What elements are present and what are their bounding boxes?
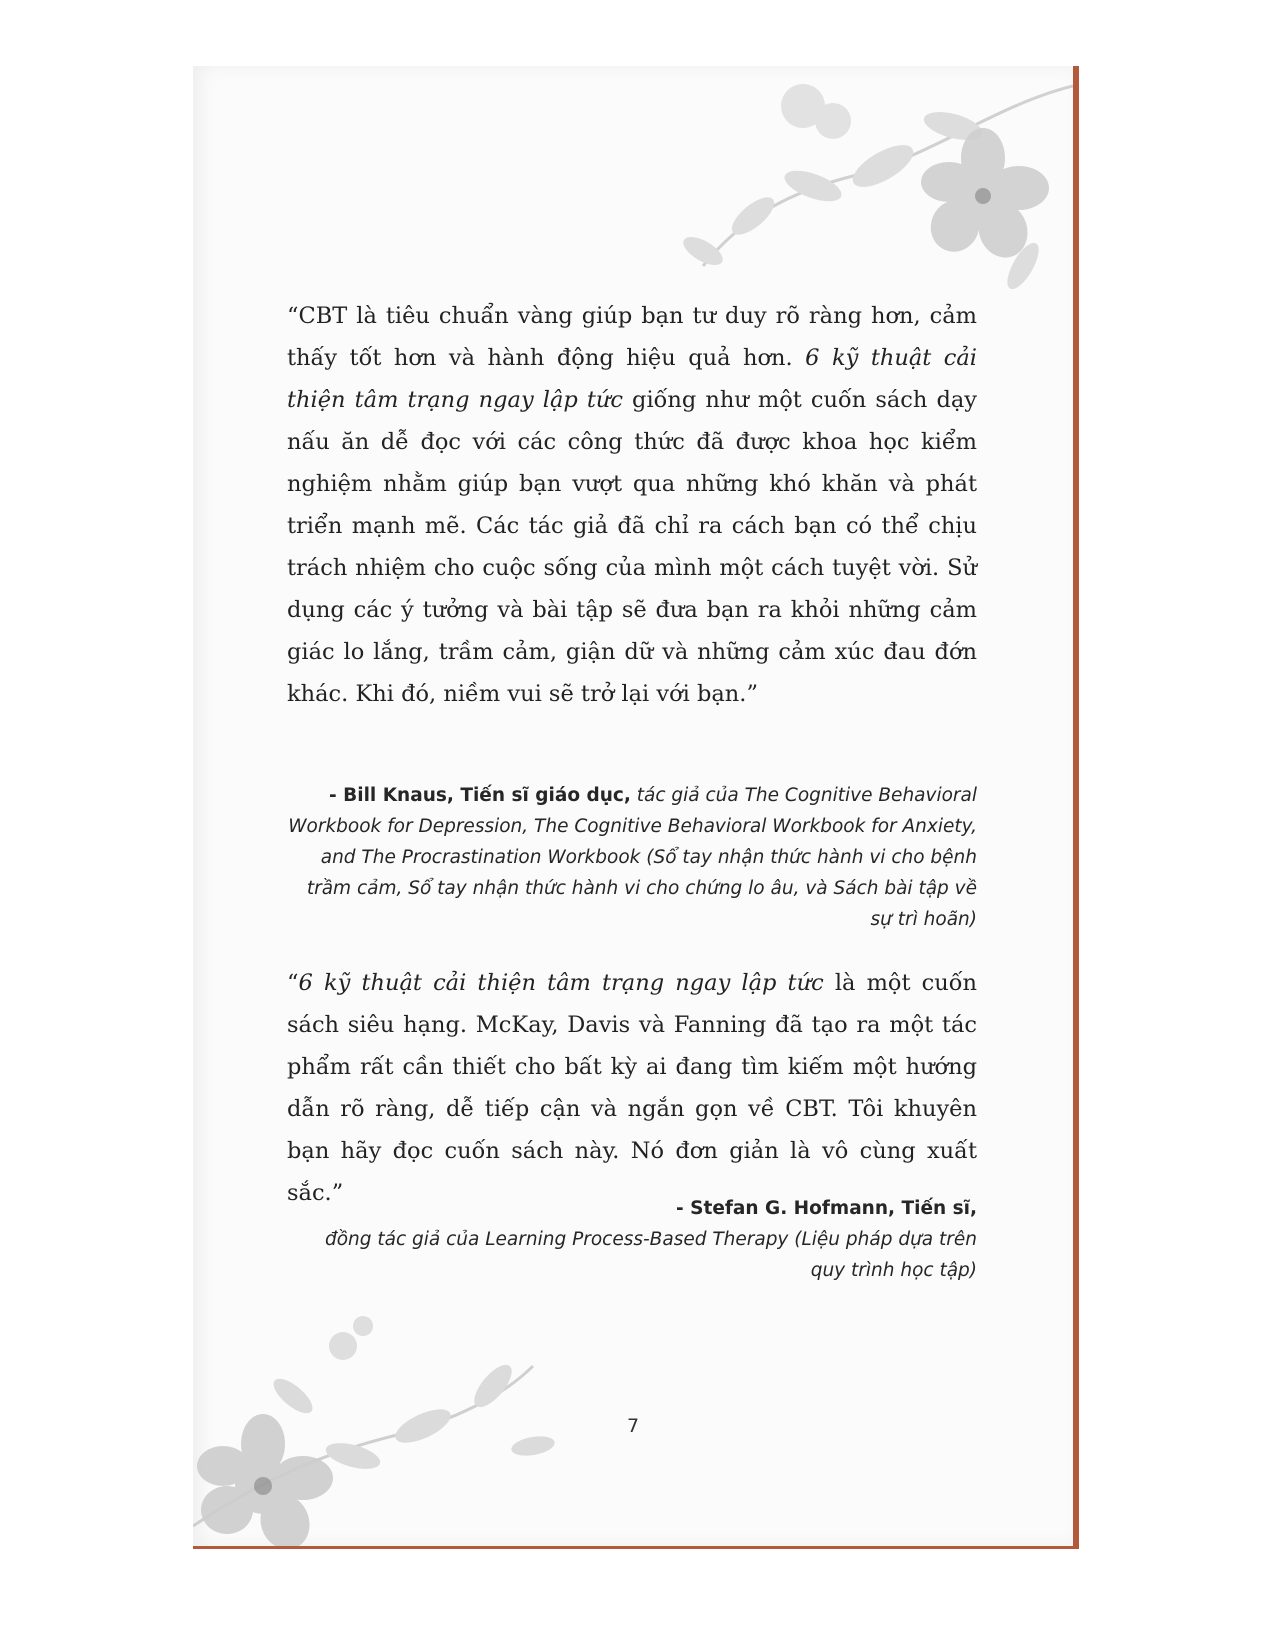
attribution-2-details: đồng tác giả của Learning Process-Based Therapy (Liệu pháp dựa trên quy trình học tập)	[324, 1229, 977, 1281]
quote-2-text-part2: là một cuốn sách siêu hạng. McKay, Davis và Fanning đã tạo ra một tác phẩm rất cần thiết cho bất kỳ ai đang tìm kiếm một hướng dẫn rõ ràng, dễ tiếp cận và ngắn gọn về CBT. Tôi khuyên bạn hãy đọc cuốn sách này. Nó đơn giản là vô cùng xuất sắc.”	[287, 970, 977, 1206]
attribution-1-author: - Bill Knaus, Tiến sĩ giáo dục,	[329, 785, 631, 806]
quote-1-book-title: 6 kỹ thuật cải thiện tâm trạng ngay lập tức	[287, 345, 977, 413]
quote-1-text-part2: giống như một cuốn sách dạy nấu ăn dễ đọc với các công thức đã được khoa học kiểm nghiệm nhằm giúp bạn vượt qua những khó khăn và phát triển mạnh mẽ. Các tác giả đã chỉ ra cách bạn có thể chịu trách nhiệm cho cuộc sống của mình một cách tuyệt vời. Sử dụng các ý tưởng và bài tập sẽ đưa bạn ra khỏi những cảm giác lo lắng, trầm cảm, giận dữ và những cảm xúc đau đớn khác. Khi đó, niềm vui sẽ trở lại với bạn.”	[287, 387, 977, 707]
book-page	[193, 66, 1079, 1549]
quote-1-text-part1: “CBT là tiêu chuẩn vàng giúp bạn tư duy rõ ràng hơn, cảm thấy tốt hơn và hành động hiệu quả hơn.	[287, 303, 977, 371]
testimonial-quote-1	[287, 295, 977, 715]
quote-2-open-mark: “	[287, 970, 299, 996]
testimonial-attribution-1	[287, 780, 977, 935]
floral-decoration-top	[553, 66, 1073, 306]
testimonial-quote-2	[287, 962, 977, 1214]
attribution-1-details: tác giả của The Cognitive Behavioral Workbook for Depression, The Cognitive Behavioral Workbook for Anxiety, and The Procrastination Workbook (Sổ tay nhận thức hành vi cho bệnh trầm cảm, Sổ tay nhận thức hành vi cho chứng lo âu, và Sách bài tập về sự trì hoãn)	[288, 785, 977, 930]
testimonial-attribution-2	[287, 1193, 977, 1286]
attribution-2-author: - Stefan G. Hofmann, Tiến sĩ,	[676, 1198, 977, 1219]
quote-2-book-title: 6 kỹ thuật cải thiện tâm trạng ngay lập tức	[298, 970, 824, 996]
page-number: 7	[626, 1415, 640, 1437]
